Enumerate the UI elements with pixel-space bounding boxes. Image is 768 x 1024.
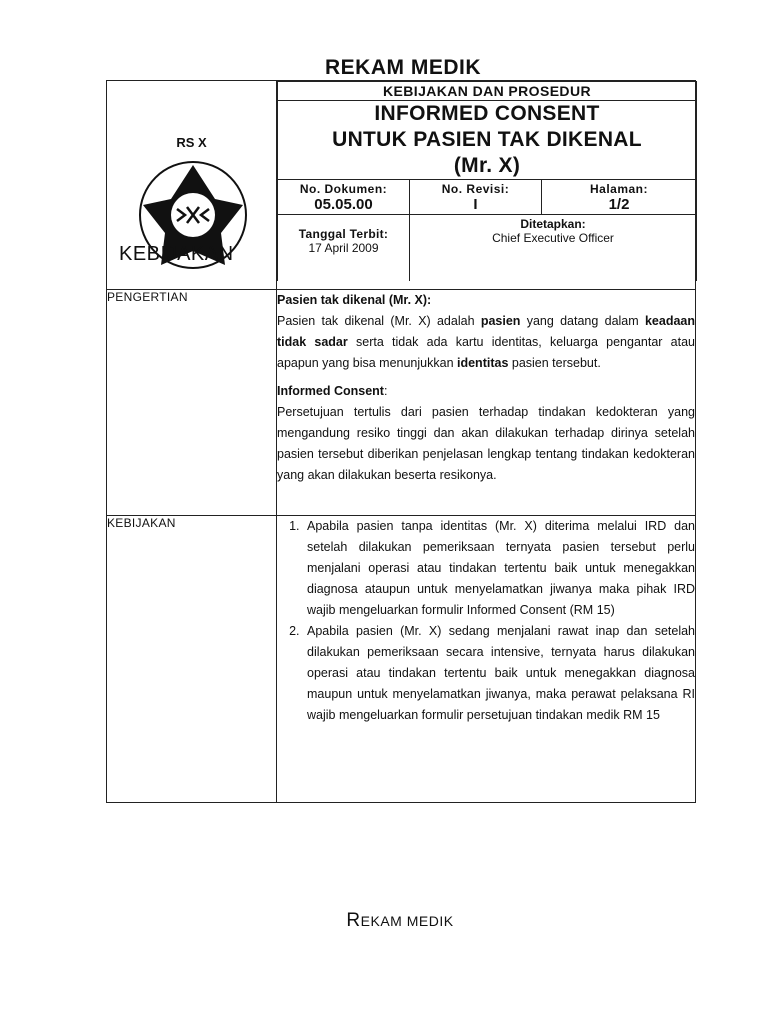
page-number-cell — [542, 180, 697, 215]
policy-content — [277, 516, 696, 803]
issue-date-label: Tanggal Terbit: — [298, 227, 389, 241]
revision-number-value: I — [473, 196, 478, 213]
definition-row — [107, 290, 696, 516]
document-title-line-3: (Mr. X) — [453, 154, 521, 177]
header-row — [107, 81, 696, 290]
definition-heading-informed-consent — [277, 381, 695, 402]
issue-date-cell — [278, 215, 410, 282]
bold-span: keadaan tidak sadar — [277, 314, 695, 349]
policy-label: KEBIJAKAN — [107, 516, 277, 803]
definition-content — [277, 290, 696, 516]
document-number-label: No. Dokumen: — [299, 182, 388, 196]
document-title — [278, 101, 697, 180]
policy-item: 1. Apabila pasien tanpa identitas (Mr. X) diterima melalui IRD dan setelah dilakukan pemeriksaan ternyata pasien tersebut perlu menjalani operasi atau tindakan tertentu baik untuk menegakkan diagnosa ataupun untuk menyelamatkan jiwanya maka pihak IRD wajib mengeluarkan formulir Informed Consent (RM 15) — [303, 516, 695, 621]
policy-row — [107, 516, 696, 803]
text-span: yang datang dalam — [520, 314, 645, 328]
approval-value: Chief Executive Officer — [492, 231, 614, 245]
bold-span: pasien — [480, 314, 521, 328]
document-number-cell — [278, 180, 410, 215]
issue-date-value: 17 April 2009 — [308, 241, 379, 255]
page-number-value: 1/2 — [608, 196, 630, 213]
page-title: REKAM MEDIK — [325, 56, 481, 79]
definition-unknown-patient-text — [277, 311, 695, 374]
bold-span: identitas — [457, 356, 509, 370]
approval-label: Ditetapkan: — [520, 217, 586, 231]
document-category: KEBIJAKAN DAN PROSEDUR — [278, 82, 697, 101]
definition-label: PENGERTIAN — [107, 290, 277, 516]
page-footer — [0, 910, 768, 932]
text-span: : — [383, 384, 388, 398]
revision-number-label: No. Revisi: — [441, 182, 510, 196]
section-heading: KEBIJAKAN — [119, 243, 234, 265]
text-span: Pasien tak dikenal (Mr. X) adalah — [277, 314, 481, 328]
text-span: pasien tersebut. — [508, 356, 601, 370]
footer-initial: R — [346, 910, 361, 931]
policy-document-table — [106, 80, 696, 803]
definition-informed-consent-text: Persetujuan tertulis dari pasien terhadap tindakan kedokteran yang mengandung resiko tinggi dan akan dilakukan terhadap dirinya setelah pasien tersebut diberikan penjelasan lengkap tentang tindakan kedokteran yang akan dilakukan beserta resikonya. — [277, 405, 695, 482]
page-number-label: Halaman: — [589, 182, 649, 196]
hospital-name: RS X — [176, 135, 207, 150]
footer-text: EKAM MEDIK — [360, 913, 454, 929]
document-title-line-1: INFORMED CONSENT — [374, 102, 600, 125]
definition-heading-unknown-patient: Pasien tak dikenal (Mr. X): — [277, 293, 432, 307]
header-inner-table — [277, 81, 697, 281]
header-left-cell — [107, 81, 277, 290]
header-right-cell — [277, 81, 696, 290]
document-number-value: 05.05.00 — [314, 196, 373, 213]
policy-list — [277, 516, 695, 726]
text-span: serta tidak ada kartu identitas, keluarga pengantar atau apapun yang bisa menunjukkan — [277, 335, 695, 370]
policy-item: 2. Apabila pasien (Mr. X) sedang menjalani rawat inap dan setelah dilakukan pemeriksaan secara intensive, ternyata harus dilakukan operasi atau tindakan tertentu baik untuk menegakkan diagnosa maupun untuk menyelamatkan jiwanya, maka perawat pelaksana RI wajib mengeluarkan formulir persetujuan tindakan medik RM 15 — [303, 621, 695, 726]
document-title-line-2: UNTUK PASIEN TAK DIKENAL — [332, 128, 642, 151]
bold-span: Informed Consent — [277, 384, 384, 398]
approval-cell — [410, 215, 697, 282]
revision-number-cell — [410, 180, 542, 215]
